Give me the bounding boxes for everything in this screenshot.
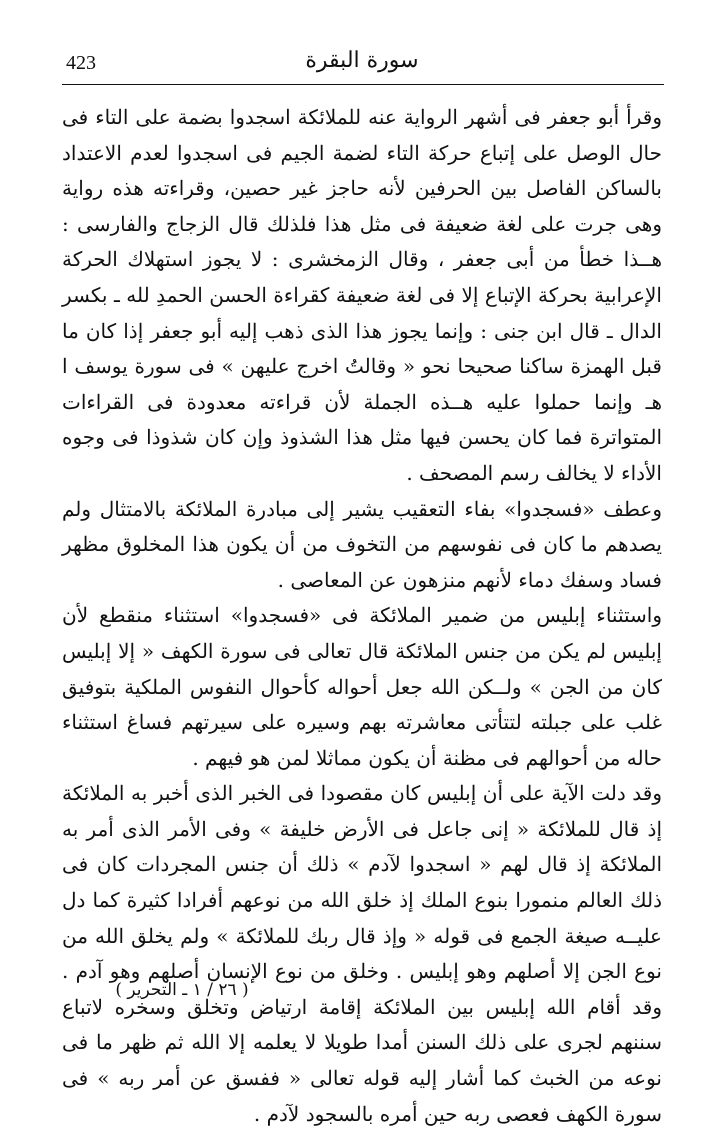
surah-title: سورة البقرة xyxy=(305,48,419,73)
header-divider xyxy=(62,84,664,85)
paragraph-4: وقد دلت الآية على أن إبليس كان مقصودا فى الخبر الذى أخبر به الملائكة إذ قال للملائكة « إنى جاعل فى الأرض خليفة » وفى الأمر الذى أمر به الملائكة إذ قال لهم « اسجدوا لآدم » ذلك أن جنس المجردات كان فى ذلك العالم منمورا بنوع الملك إذ خلق الله من نوعهم أفرادا كثيرة كما دل عليــه صيغة الجمع فى قوله « وإذ قال ربك للملائكة » ولم يخلق الله من نوع الجن إلا أصلهم وهو إبليس . وخلق من نوع الإنسان أصلهم وهو آدم . وقد أقام الله إبليس بين الملائكة إقامة ارتياض وتخلق وسخره لاتباع سننهم لجرى على ذلك السنن أمدا طويلا لا يعلمه إلا الله ثم ظهر ما فى نوعه من الخبث كما أشار إليه قوله تعالى « ففسق عن أمر ربه » فى سورة الكهف فعصى ربه حين أمره بالسجود لآدم . xyxy=(62,781,662,1126)
body-text xyxy=(62,100,662,1132)
page-header xyxy=(62,44,662,84)
page-number: 423 xyxy=(66,52,96,74)
paragraph-3: واستثناء إبليس من ضمير الملائكة فى «فسجدوا» استثناء منقطع لأن إبليس لم يكن من جنس الملائكة قال تعالى فى سورة الكهف « إلا إبليس كان من الجن » ولــكن الله جعل أحواله كأحوال النفوس الملكية بتوفيق غلب على جبلته لتتأتى معاشرته بهم وسيره على سيرتهم فساغ استثناء حاله من أحوالهم فى مظنة أن يكون مماثلا لمن هو فيهم . xyxy=(62,603,662,770)
paragraph-2: وعطف «فسجدوا» بفاء التعقيب يشير إلى مبادرة الملائكة بالامتثال ولم يصدهم ما كان فى نفوسهم من التخوف من أن يكون هذا المخلوق مظهر فساد وسفك دماء لأنهم منزهون عن المعاصى . xyxy=(62,496,662,592)
paragraph-1: وقرأ أبو جعفر فى أشهر الرواية عنه للملائكة اسجدوا بضمة على التاء فى حال الوصل على إتباع حركة التاء لضمة الجيم فى اسجدوا لعدم الاعتداد بالساكن الفاصل بين الحرفين لأنه حاجز غير حصين، وقراءته هذه رواية وهى جرت على لغة ضعيفة فى مثل هذا فلذلك قال الزجاج والفارسى : هــذا خطأ من أبى جعفر ، وقال الزمخشرى : لا يجوز استهلاك الحركة الإعرابية بحركة الإتباع إلا فى لغة ضعيفة كقراءة الحسن الحمدِ لله ـ بكسر الدال ـ قال ابن جنى : وإنما يجوز هذا الذى ذهب إليه أبو جعفر إذا كان ما قبل الهمزة ساكنا صحيحا نحو « وقالتُ اخرج عليهن » فى سورة يوسف ا هـ وإنما حملوا عليه هــذه الجملة لأن قراءته معدودة فى القراءات المتواترة فما كان يحسن فيها مثل هذا الشذوذ وإن كان شذوذا فى وجوه الأداء لا يخالف رسم المصحف . xyxy=(62,105,662,485)
footer-signature: ( ٢٦ / ١ ـ التحرير ) xyxy=(115,980,249,1000)
